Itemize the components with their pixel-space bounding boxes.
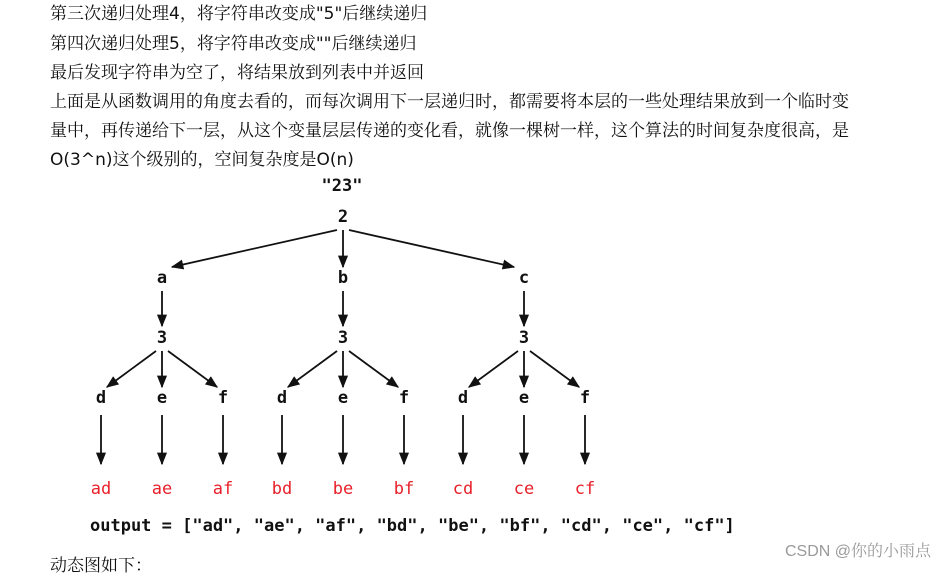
edge-3-to-af (168, 351, 217, 387)
result-leaf-bd: bd (271, 479, 293, 499)
edge-3-to-bf (349, 351, 398, 387)
root-input-label: "23" (321, 176, 363, 196)
letter-node-bf: f (398, 388, 410, 408)
edge-3-to-ad (107, 351, 156, 387)
edge-2-to-a (172, 230, 337, 267)
result-leaf-ce: ce (513, 479, 535, 499)
letter-node-c: c (518, 268, 530, 288)
result-leaf-af: af (212, 479, 234, 499)
digit-node-3-c: 3 (518, 328, 530, 348)
result-leaf-bf: bf (393, 479, 415, 499)
next-section-line: 动态图如下： (50, 556, 152, 576)
result-leaf-cf: cf (574, 479, 596, 499)
letter-node-bd: d (276, 388, 288, 408)
edge-3-to-cd (469, 351, 518, 387)
result-leaf-ad: ad (90, 479, 112, 499)
paragraph-line-4: 上面是从函数调用的角度去看的，而每次调用下一层递归时，都需要将本层的一些处理结果放到一个临时变 (50, 92, 849, 112)
letter-node-a: a (156, 268, 168, 288)
paragraph-line-2: 第四次递归处理5，将字符串改变成""后继续递归 (50, 34, 417, 54)
letter-node-b: b (337, 268, 349, 288)
paragraph-line-1: 第三次递归处理4，将字符串改变成"5"后继续递归 (50, 4, 428, 24)
digit-node-2: 2 (337, 207, 349, 227)
digit-node-3-b: 3 (337, 328, 349, 348)
letter-node-ce: e (518, 388, 530, 408)
letter-node-be: e (337, 388, 349, 408)
letter-node-cd: d (457, 388, 469, 408)
paragraph-line-5: 量中，再传递给下一层，从这个变量层层传递的变化看，就像一棵树一样，这个算法的时间复杂度很高，是 (50, 121, 849, 141)
recursion-tree-diagram (60, 172, 735, 542)
result-leaf-cd: cd (452, 479, 474, 499)
csdn-watermark: CSDN @你的小雨点 (784, 543, 931, 560)
edge-2-to-c (349, 230, 514, 267)
output-line: output = ["ad", "ae", "af", "bd", "be", "bf", "cd", "ce", "cf"] (90, 516, 735, 536)
paragraph-line-3: 最后发现字符串为空了，将结果放到列表中并返回 (50, 63, 424, 83)
edge-3-to-cf (530, 351, 579, 387)
digit-node-3-a: 3 (156, 328, 168, 348)
result-leaf-be: be (332, 479, 354, 499)
letter-node-ae: e (156, 388, 168, 408)
paragraph-line-6: O(3^n)这个级别的，空间复杂度是O(n) (50, 150, 354, 170)
letter-node-ad: d (95, 388, 107, 408)
edge-3-to-bd (288, 351, 337, 387)
letter-node-cf: f (579, 388, 591, 408)
result-leaf-ae: ae (151, 479, 173, 499)
letter-node-af: f (217, 388, 229, 408)
